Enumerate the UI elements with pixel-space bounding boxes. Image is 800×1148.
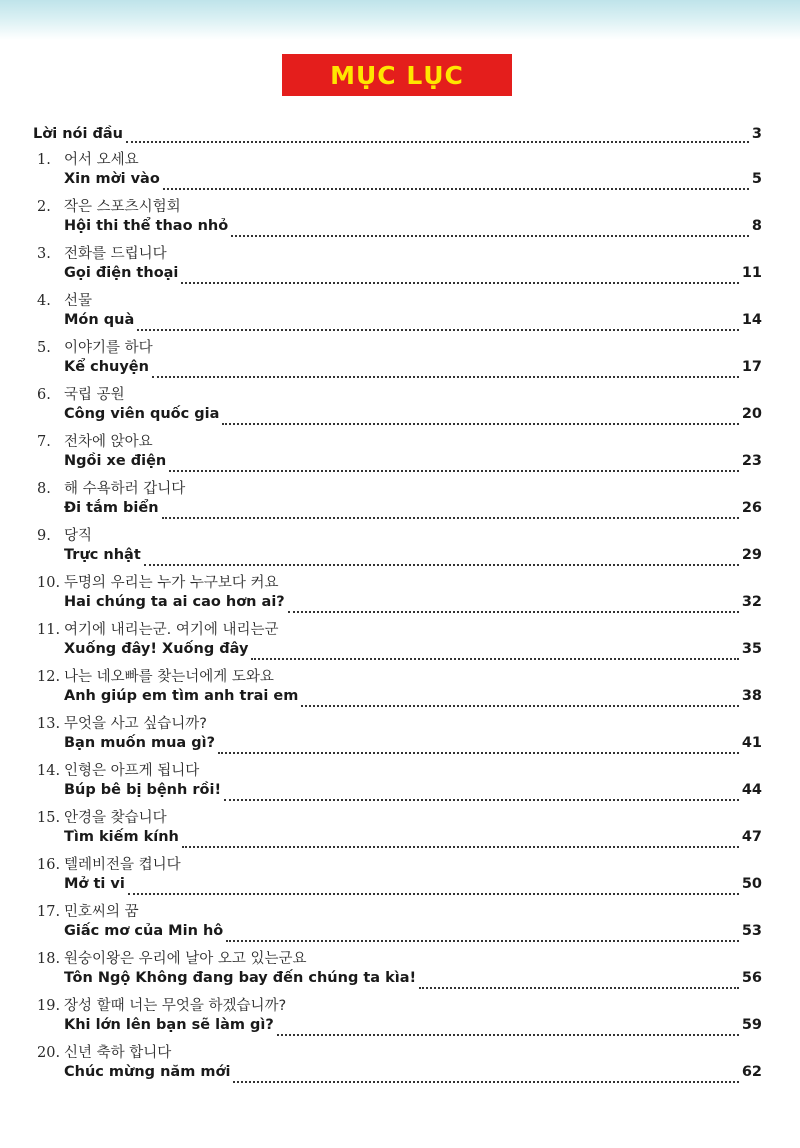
- dot-leader: [182, 845, 739, 848]
- entry-korean-line: [37, 1041, 762, 1064]
- entry-korean-title: 작은 스포츠시험회: [64, 199, 181, 215]
- entry-vietnamese-line: [37, 829, 762, 853]
- entry-vietnamese-line: [37, 218, 762, 242]
- entry-korean-title: 텔레비전을 켭니다: [64, 857, 181, 873]
- entry-korean-line: [37, 994, 762, 1017]
- top-decorative-band: [0, 0, 800, 40]
- entry-page-number: 23: [741, 453, 762, 469]
- table-of-contents: [33, 126, 762, 1088]
- entry-number: 6.: [37, 387, 51, 403]
- entry-vietnamese-title: Tôn Ngộ Không đang bay đến chúng ta kìa!: [64, 970, 417, 986]
- entry-korean-title: 민호씨의 꿈: [64, 904, 139, 920]
- entry-korean-title: 어서 오세요: [64, 152, 139, 168]
- page-title: MỤC LỤC: [330, 60, 464, 90]
- entry-vietnamese-title: Búp bê bị bệnh rồi!: [64, 782, 222, 798]
- entry-korean-title: 선물: [64, 293, 93, 309]
- entry-vietnamese-title: Món quà: [64, 312, 135, 328]
- dot-leader: [162, 516, 739, 519]
- entry-vietnamese-line: [37, 312, 762, 336]
- entry-vietnamese-line: [37, 265, 762, 289]
- entry-page-number: 17: [741, 359, 762, 375]
- entry-page-number: 32: [741, 594, 762, 610]
- entry-korean-title: 여기에 내리는군. 여기에 내리는군: [64, 622, 279, 638]
- dot-leader: [128, 892, 739, 895]
- entry-page-number: 14: [741, 312, 762, 328]
- dot-leader: [226, 939, 739, 942]
- entry-korean-line: [37, 195, 762, 218]
- entry-korean-line: [37, 571, 762, 594]
- entry-korean-title: 전화를 드립니다: [64, 246, 167, 262]
- entry-page-number: 5: [751, 171, 762, 187]
- entry-page-number: 59: [741, 1017, 762, 1033]
- dot-leader: [288, 610, 739, 613]
- dot-leader: [152, 375, 739, 378]
- toc-entry[interactable]: [37, 994, 762, 1041]
- entry-number: 13.: [37, 716, 61, 732]
- entry-korean-line: [37, 712, 762, 735]
- entry-vietnamese-title: Đi tắm biển: [64, 500, 159, 516]
- entry-vietnamese-line: [37, 1017, 762, 1041]
- entry-page-number: 26: [741, 500, 762, 516]
- entry-korean-line: [37, 665, 762, 688]
- entry-vietnamese-title: Xuống đây! Xuống đây: [64, 641, 249, 657]
- entry-vietnamese-title: Kể chuyện: [64, 359, 149, 375]
- entry-korean-line: [37, 148, 762, 171]
- entry-korean-line: [37, 242, 762, 265]
- toc-entry[interactable]: [37, 524, 762, 571]
- toc-entry[interactable]: [37, 242, 762, 289]
- entry-vietnamese-line: [37, 782, 762, 806]
- entry-vietnamese-line: [37, 547, 762, 571]
- entry-page-number: 56: [741, 970, 762, 986]
- entry-korean-title: 당직: [64, 528, 93, 544]
- toc-entry[interactable]: [37, 336, 762, 383]
- entry-number: 4.: [37, 293, 51, 309]
- entry-vietnamese-title: Chúc mừng năm mới: [64, 1064, 231, 1080]
- entry-korean-line: [37, 430, 762, 453]
- entry-vietnamese-title: Trực nhật: [64, 547, 141, 563]
- entry-page-number: 47: [741, 829, 762, 845]
- dot-leader: [181, 281, 738, 284]
- entry-page-number: 41: [741, 735, 762, 751]
- toc-entry[interactable]: [37, 712, 762, 759]
- entry-vietnamese-line: [37, 735, 762, 759]
- entry-vietnamese-title: Khi lớn lên bạn sẽ làm gì?: [64, 1017, 274, 1033]
- entry-vietnamese-title: Bạn muốn mua gì?: [64, 735, 215, 751]
- toc-intro-row[interactable]: [33, 126, 762, 148]
- entry-vietnamese-title: Xin mời vào: [64, 171, 160, 187]
- dot-leader: [126, 140, 749, 143]
- entry-korean-title: 원숭이왕은 우리에 날아 오고 있는군요: [64, 951, 307, 967]
- toc-entry[interactable]: [37, 148, 762, 195]
- entry-korean-line: [37, 900, 762, 923]
- entry-korean-title: 해 수욕하러 갑니다: [64, 481, 186, 497]
- entry-korean-line: [37, 759, 762, 782]
- toc-entry[interactable]: [37, 1041, 762, 1088]
- entry-korean-line: [37, 806, 762, 829]
- toc-entry[interactable]: [37, 759, 762, 806]
- entry-vietnamese-line: [37, 453, 762, 477]
- entry-korean-line: [37, 618, 762, 641]
- entry-korean-line: [37, 477, 762, 500]
- intro-label: Lời nói đầu: [33, 126, 124, 142]
- entry-vietnamese-title: Ngồi xe điện: [64, 453, 167, 469]
- entry-korean-title: 전차에 앉아요: [64, 434, 153, 450]
- entry-number: 3.: [37, 246, 51, 262]
- toc-entry[interactable]: [37, 618, 762, 665]
- entry-korean-title: 두명의 우리는 누가 누구보다 커요: [64, 575, 279, 591]
- entry-number: 15.: [37, 810, 61, 826]
- entry-vietnamese-title: Gọi điện thoại: [64, 265, 179, 281]
- entry-number: 8.: [37, 481, 51, 497]
- toc-entry[interactable]: [37, 571, 762, 618]
- entry-number: 1.: [37, 152, 51, 168]
- dot-leader: [419, 986, 739, 989]
- entry-page-number: 50: [741, 876, 762, 892]
- entry-number: 5.: [37, 340, 51, 356]
- dot-leader: [231, 234, 749, 237]
- entry-number: 7.: [37, 434, 51, 450]
- toc-entry[interactable]: [37, 947, 762, 994]
- entry-number: 10.: [37, 575, 61, 591]
- entry-number: 16.: [37, 857, 61, 873]
- entry-number: 14.: [37, 763, 61, 779]
- toc-entry[interactable]: [37, 477, 762, 524]
- toc-entry[interactable]: [37, 430, 762, 477]
- entry-number: 12.: [37, 669, 61, 685]
- dot-leader: [251, 657, 738, 660]
- entry-vietnamese-line: [37, 876, 762, 900]
- entry-korean-title: 인형은 아프게 됩니다: [64, 763, 200, 779]
- entry-korean-title: 무엇을 사고 싶습니까?: [64, 716, 207, 732]
- toc-entry[interactable]: [37, 195, 762, 242]
- toc-entry[interactable]: [37, 383, 762, 430]
- entry-vietnamese-line: [37, 923, 762, 947]
- intro-page: 3: [751, 126, 762, 142]
- entry-vietnamese-title: Giấc mơ của Min hô: [64, 923, 224, 939]
- entry-page-number: 29: [741, 547, 762, 563]
- entry-page-number: 8: [751, 218, 762, 234]
- entry-korean-title: 장성 할때 너는 무엇을 하겠습니까?: [64, 998, 287, 1014]
- entry-vietnamese-line: [37, 171, 762, 195]
- entry-vietnamese-line: [37, 406, 762, 430]
- entry-korean-title: 신년 축하 합니다: [64, 1045, 172, 1061]
- toc-entry[interactable]: [37, 806, 762, 853]
- dot-leader: [169, 469, 739, 472]
- entry-korean-title: 안경을 찾습니다: [64, 810, 167, 826]
- dot-leader: [163, 187, 749, 190]
- entry-korean-line: [37, 853, 762, 876]
- entry-vietnamese-title: Mở ti vi: [64, 876, 125, 892]
- toc-entry[interactable]: [37, 665, 762, 712]
- entry-korean-line: [37, 289, 762, 312]
- entry-vietnamese-title: Tìm kiếm kính: [64, 829, 179, 845]
- entry-korean-line: [37, 947, 762, 970]
- entry-vietnamese-line: [37, 594, 762, 618]
- entry-korean-line: [37, 524, 762, 547]
- entry-vietnamese-line: [37, 688, 762, 712]
- toc-entry[interactable]: [37, 289, 762, 336]
- dot-leader: [137, 328, 739, 331]
- dot-leader: [218, 751, 739, 754]
- entry-vietnamese-line: [37, 500, 762, 524]
- entry-vietnamese-title: Anh giúp em tìm anh trai em: [64, 688, 299, 704]
- entry-korean-title: 국립 공원: [64, 387, 125, 403]
- dot-leader: [233, 1080, 738, 1083]
- entry-page-number: 53: [741, 923, 762, 939]
- entry-vietnamese-line: [37, 1064, 762, 1088]
- entry-vietnamese-line: [37, 641, 762, 665]
- entry-page-number: 62: [741, 1064, 762, 1080]
- entry-korean-title: 나는 네오빠를 찾는너에게 도와요: [64, 669, 274, 685]
- entry-number: 9.: [37, 528, 51, 544]
- entry-vietnamese-title: Công viên quốc gia: [64, 406, 220, 422]
- entry-number: 11.: [37, 622, 61, 638]
- title-banner: [282, 54, 512, 96]
- entry-vietnamese-title: Hội thi thể thao nhỏ: [64, 218, 229, 234]
- dot-leader: [301, 704, 738, 707]
- dot-leader: [277, 1033, 739, 1036]
- entry-page-number: 35: [741, 641, 762, 657]
- entry-page-number: 11: [741, 265, 762, 281]
- entry-number: 20.: [37, 1045, 61, 1061]
- dot-leader: [224, 798, 739, 801]
- entry-vietnamese-line: [37, 970, 762, 994]
- entry-korean-line: [37, 336, 762, 359]
- entry-page-number: 38: [741, 688, 762, 704]
- dot-leader: [144, 563, 739, 566]
- entry-korean-line: [37, 383, 762, 406]
- entry-number: 2.: [37, 199, 51, 215]
- toc-entry[interactable]: [37, 853, 762, 900]
- entry-korean-title: 이야기를 하다: [64, 340, 153, 356]
- entry-number: 19.: [37, 998, 61, 1014]
- entry-page-number: 20: [741, 406, 762, 422]
- entry-page-number: 44: [741, 782, 762, 798]
- toc-entry[interactable]: [37, 900, 762, 947]
- entry-number: 18.: [37, 951, 61, 967]
- dot-leader: [222, 422, 738, 425]
- entry-vietnamese-line: [37, 359, 762, 383]
- toc-entries: [37, 148, 762, 1088]
- entry-number: 17.: [37, 904, 61, 920]
- entry-vietnamese-title: Hai chúng ta ai cao hơn ai?: [64, 594, 285, 610]
